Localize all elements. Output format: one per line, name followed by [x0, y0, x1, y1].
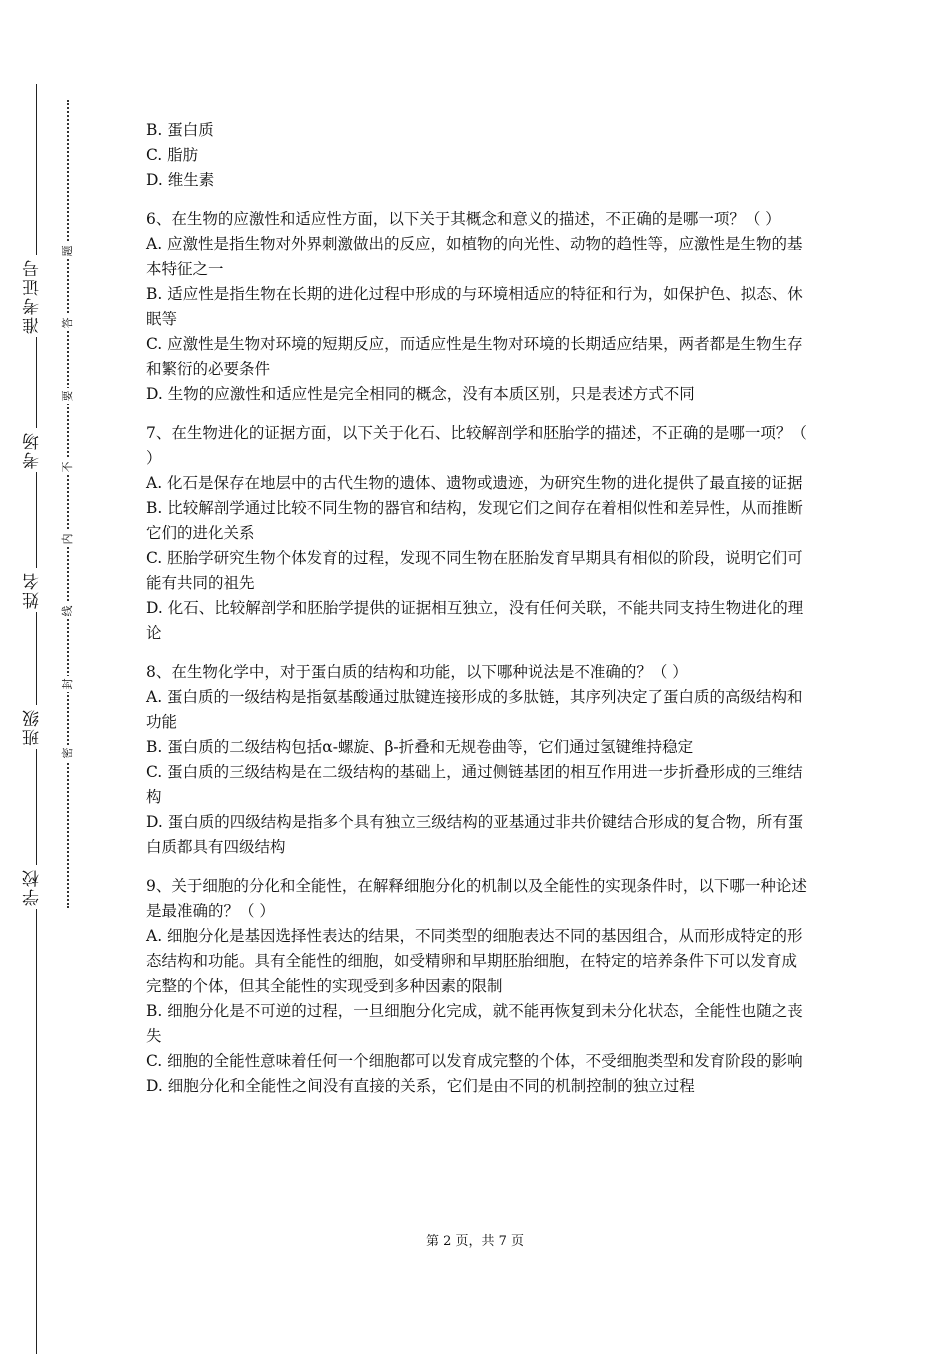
seal-dotted-line: [67, 100, 70, 908]
seal-char: 内: [60, 531, 76, 547]
option-c: C. 应激性是生物对环境的短期反应，而适应性是生物对环境的长期适应结果，两者都是生物生存和繁衍的必要条件: [146, 335, 803, 378]
option-b: B. 蛋白质: [146, 121, 214, 139]
option-b: B. 细胞分化是不可逆的过程，一旦细胞分化完成，就不能再恢复到未分化状态，全能性也随之丧失: [146, 1002, 803, 1045]
question-stem: 8、在生物化学中，对于蛋白质的结构和功能，以下哪种说法是不准确的？（ ）: [146, 663, 688, 681]
option-b: B. 比较解剖学通过比较不同生物的器官和结构，发现它们之间存在着相似性和差异性，从而推断它们的进化关系: [146, 499, 803, 542]
binding-margin: [0, 0, 110, 1344]
school-field-label: 学校: [20, 865, 52, 909]
option-b: B. 适应性是指生物在长期的进化过程中形成的与环境相适应的特征和行为，如保护色、拟态、休眠等: [146, 285, 803, 328]
admission-number-field-label: 准考证号: [20, 255, 52, 337]
option-a: A. 应激性是指生物对外界刺激做出的反应，如植物的向光性、动物的趋性等，应激性是生物的基本特征之一: [146, 235, 803, 278]
page-footer: 第 2 页，共 7 页: [425, 1234, 525, 1249]
class-field-label: 班级: [20, 705, 52, 749]
seal-char: 封: [60, 676, 76, 692]
option-c: C. 脂肪: [146, 146, 199, 164]
option-d: D. 化石、比较解剖学和胚胎学提供的证据相互独立，没有任何关联，不能共同支持生物进化的理论: [146, 599, 804, 642]
exam-room-field-label: 考场: [20, 428, 52, 472]
seal-char: 题: [60, 243, 76, 259]
option-c: C. 细胞的全能性意味着任何一个细胞都可以发育成完整的个体，不受细胞类型和发育阶段的影响: [146, 1052, 803, 1070]
question-8: [146, 660, 811, 860]
seal-char: 答: [60, 315, 76, 331]
question-7: [146, 421, 811, 646]
option-a: A. 细胞分化是基因选择性表达的结果，不同类型的细胞表达不同的基因组合，从而形成特定的形态结构和功能。具有全能性的细胞，如受精卵和早期胚胎细胞，在特定的培养条件下可以发育成完整的个体，但其全能性的实现受到多种因素的限制: [146, 927, 803, 995]
option-b: B. 蛋白质的二级结构包括α-螺旋、β-折叠和无规卷曲等，它们通过氢键维持稳定: [146, 738, 694, 756]
option-d: D. 细胞分化和全能性之间没有直接的关系，它们是由不同的机制控制的独立过程: [146, 1077, 695, 1095]
option-a: A. 化石是保存在地层中的古代生物的遗体、遗物或遗迹，为研究生物的进化提供了最直接的证据: [146, 474, 803, 492]
question-6: [146, 207, 811, 407]
option-d: D. 生物的应激性和适应性是完全相同的概念，没有本质区别，只是表述方式不同: [146, 385, 695, 403]
previous-question-options: [146, 118, 811, 193]
option-a: A. 蛋白质的一级结构是指氨基酸通过肽键连接形成的多肽链，其序列决定了蛋白质的高级结构和功能: [146, 688, 803, 731]
option-d: D. 维生素: [146, 171, 215, 189]
seal-char: 线: [60, 603, 76, 619]
seal-char: 密: [60, 745, 76, 761]
question-stem: 6、在生物的应激性和适应性方面，以下关于其概念和意义的描述，不正确的是哪一项？（ ）: [146, 210, 781, 228]
exam-content: [146, 118, 811, 1099]
question-9: [146, 874, 811, 1099]
seal-char: 不: [60, 459, 76, 475]
option-c: C. 胚胎学研究生物个体发育的过程，发现不同生物在胚胎发育早期具有相似的阶段，说明它们可能有共同的祖先: [146, 549, 803, 592]
question-stem: 9、关于细胞的分化和全能性，在解释细胞分化的机制以及全能性的实现条件时，以下哪一种论述是最准确的？（ ）: [146, 877, 807, 920]
seal-char: 要: [60, 388, 76, 404]
name-field-label: 姓名: [20, 568, 52, 612]
option-c: C. 蛋白质的三级结构是在二级结构的基础上，通过侧链基团的相互作用进一步折叠形成的三维结构: [146, 763, 803, 806]
question-stem: 7、在生物进化的证据方面，以下关于化石、比较解剖学和胚胎学的描述，不正确的是哪一项？（ ）: [146, 424, 807, 467]
option-d: D. 蛋白质的四级结构是指多个具有独立三级结构的亚基通过非共价键结合形成的复合物，所有蛋白质都具有四级结构: [146, 813, 804, 856]
